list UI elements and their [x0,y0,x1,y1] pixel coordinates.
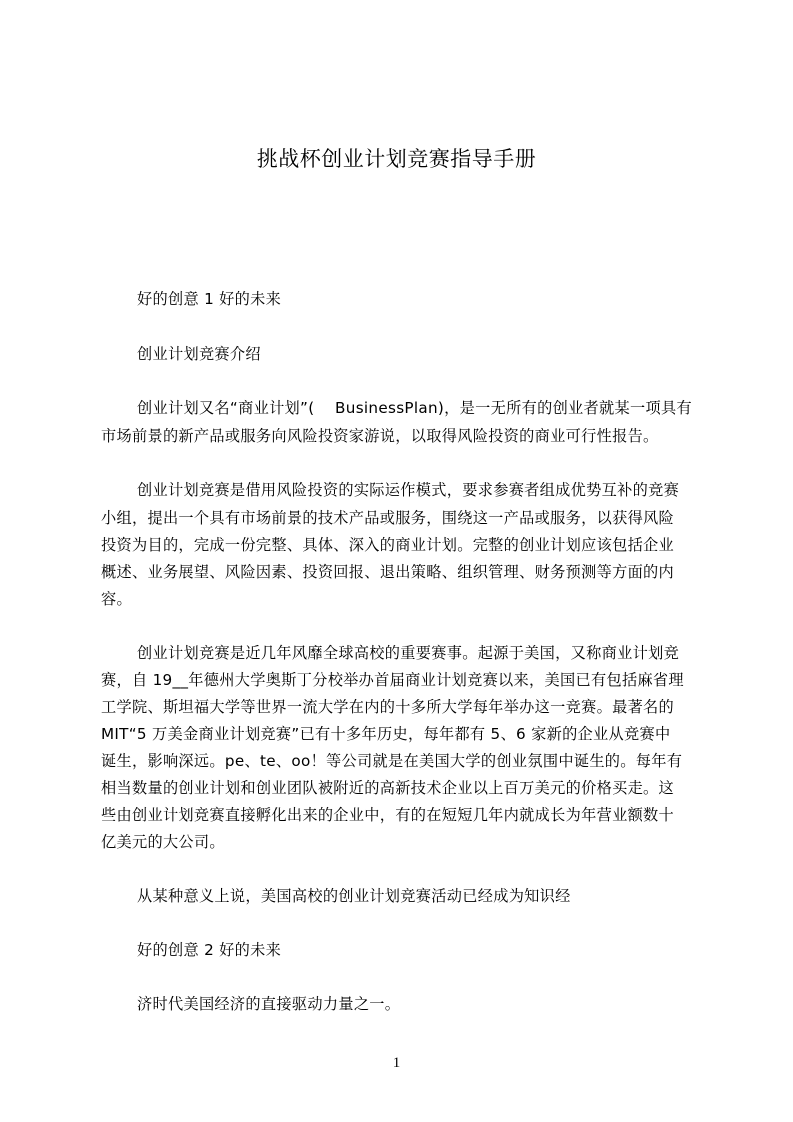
paragraph-line: 小组，提出一个具有市场前景的技术产品或服务，围绕这一产品或服务，以获得风险 [101,509,675,527]
document-title: 挑战杯创业计划竞赛指导手册 [256,147,537,171]
paragraph-line: 诞生，影响深远。pe、te、oo！等公司就是在美国大学的创业氛围中诞生的。每年有 [101,752,683,770]
paragraph-line: MIT“5 万美金商业计划竞赛”已有十多年历史，每年都有 5、6 家新的企业从竞赛中 [101,725,671,743]
paragraph-line: 创业计划又名“商业计划”( BusinessPlan)，是一无所有的创业者就某一项具有 [137,399,692,417]
paragraph-line: 赛，自 19__年德州大学奥斯丁分校举办首届商业计划竞赛以来，美国已有包括麻省理 [101,671,684,689]
section-heading: 好的创意 2 好的未来 [137,941,282,959]
paragraph-line: 济时代美国经济的直接驱动力量之一。 [137,995,401,1013]
paragraph-line: 投资为目的，完成一份完整、具体、深入的商业计划。完整的创业计划应该包括企业 [101,536,675,554]
paragraph-line: 创业计划竞赛是近几年风靡全球高校的重要赛事。起源于美国，又称商业计划竞 [137,644,680,662]
paragraph-line: 概述、业务展望、风险因素、投资回报、退出策略、组织管理、财务预测等方面的内 [101,563,675,581]
paragraph-line: 容。 [101,590,132,608]
paragraph-line: 市场前景的新产品或服务向风险投资家游说，以取得风险投资的商业可行性报告。 [101,427,659,445]
paragraph-line: 从某种意义上说，美国高校的创业计划竞赛活动已经成为知识经 [137,887,571,905]
section-heading: 创业计划竞赛介绍 [137,345,261,363]
paragraph-line: 相当数量的创业计划和创业团队被附近的高新技术企业以上百万美元的价格买走。这 [101,779,675,797]
section-heading: 好的创意 1 好的未来 [137,290,282,308]
paragraph-line: 创业计划竞赛是借用风险投资的实际运作模式，要求参赛者组成优势互补的竞赛 [137,481,680,499]
page-number: 1 [392,1055,401,1071]
paragraph-line: 些由创业计划竞赛直接孵化出来的企业中，有的在短短几年内就成长为年营业额数十 [101,806,675,824]
paragraph-line: 亿美元的大公司。 [101,833,225,851]
paragraph-line: 工学院、斯坦福大学等世界一流大学在内的十多所大学每年举办这一竞赛。最著名的 [101,698,675,716]
